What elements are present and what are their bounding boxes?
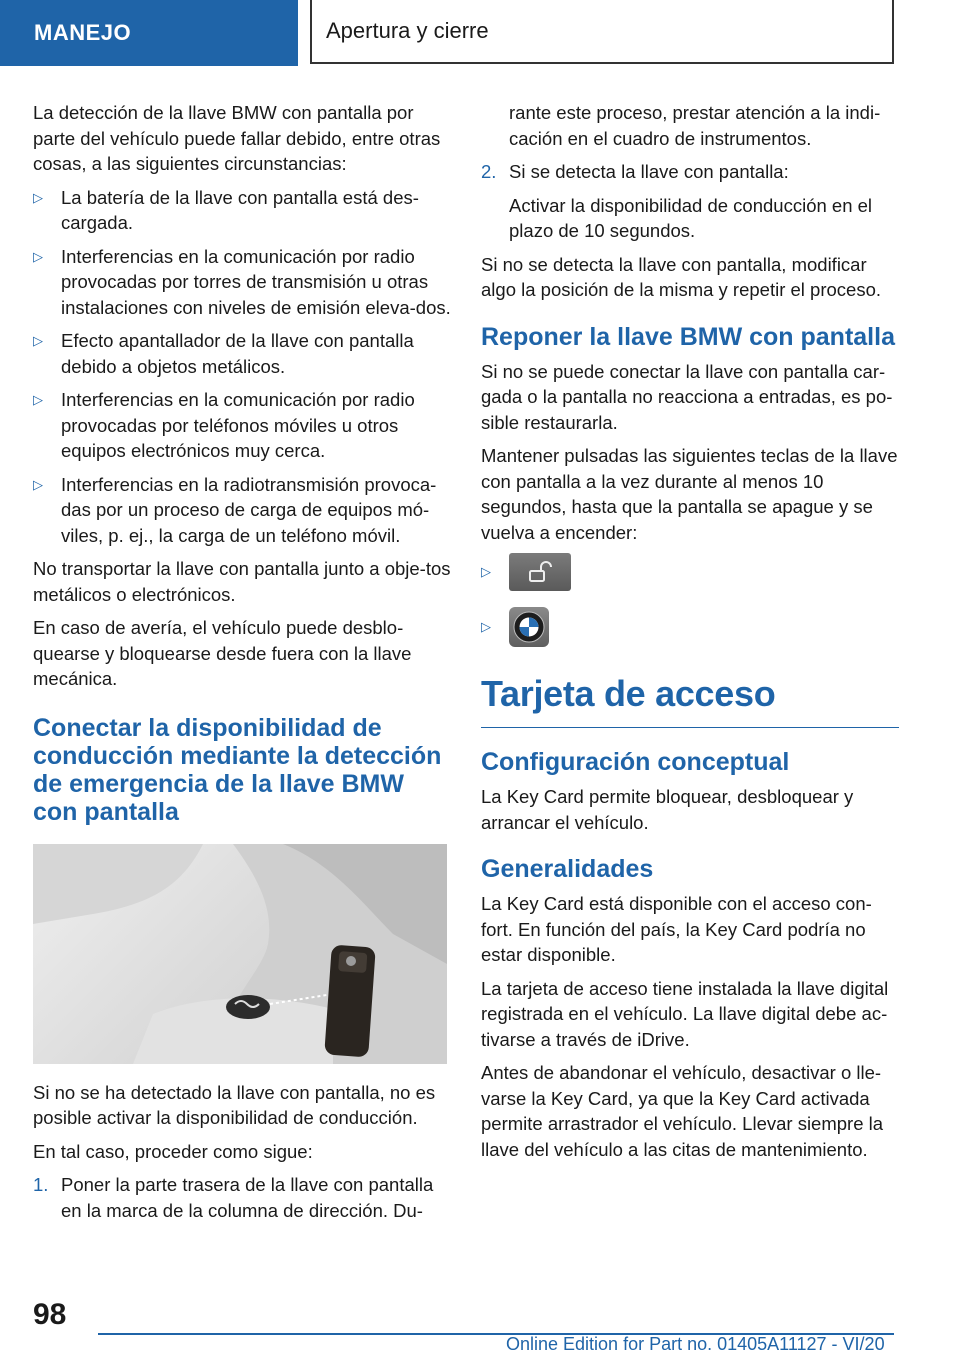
section-heading: Configuración conceptual <box>481 748 790 776</box>
chapter-title-bar <box>310 0 894 64</box>
step-continuation: rante este proceso, prestar atención a la indi-cación en el cuadro de instrumentos. <box>509 102 881 149</box>
triangle-right-icon: ▷ <box>33 333 43 348</box>
paragraph: La Key Card está disponible con el acceso con-fort. En función del país, la Key Card podría no estar disponible. <box>481 893 872 965</box>
steering-column-illustration <box>33 844 447 1064</box>
chapter-heading: Tarjeta de acceso <box>481 673 899 728</box>
intro-paragraph: La detección de la llave BMW con pantalla por parte del vehículo puede fallar debido, entre otras cosas, a las siguientes circunstancias: <box>33 102 441 174</box>
triangle-right-icon: ▷ <box>481 619 491 634</box>
paragraph: No transportar la llave con pantalla junto a obje-tos metálicos o electrónicos. <box>33 558 451 605</box>
paragraph: Mantener pulsadas las siguientes teclas de la llave con pantalla a la vez durante al menos 10 segundos, hasta que la pantalla se apague y se vuelva a encender: <box>481 445 898 543</box>
list-item: ▷ Interferencias en la radiotransmisión provoca-das por un proceso de carga de equipos mó-viles, p. ej., la carga de un teléfono móvil. <box>33 472 453 549</box>
section-tab <box>0 0 298 66</box>
section-heading: Generalidades <box>481 855 654 883</box>
triangle-right-icon: ▷ <box>33 392 43 407</box>
section-heading: Reponer la llave BMW con pantalla <box>481 322 895 351</box>
step-number: 1. <box>33 1174 49 1195</box>
bmw-logo-icon <box>509 607 549 647</box>
paragraph: Si no se detecta la llave con pantalla, modificar algo la posición de la misma y repetir el proceso. <box>481 253 881 300</box>
steering-column-key-photo <box>33 844 447 1064</box>
triangle-right-icon: ▷ <box>33 189 43 205</box>
step-text: Poner la parte trasera de la llave con pantalla en la marca de la columna de dirección. Du- <box>61 1174 434 1221</box>
paragraph: La Key Card permite bloquear, desbloquear y arrancar el vehículo. <box>481 786 854 833</box>
section-label: MANEJO <box>34 20 132 45</box>
list-item: ▷ Efecto apantallador de la llave con pantalla debido a objetos metálicos. <box>33 328 453 379</box>
step-number: 2. <box>481 161 497 182</box>
triangle-right-icon: ▷ <box>33 248 43 264</box>
unlock-icon <box>509 553 571 591</box>
key-button-item <box>481 607 899 647</box>
page-number: 98 <box>33 1298 67 1331</box>
paragraph: En caso de avería, el vehículo puede desblo-quearse y bloquearse desde fuera con la llave mecánica. <box>33 617 412 689</box>
step-text: Si se detecta la llave con pantalla: <box>509 161 789 182</box>
left-column <box>33 100 453 1231</box>
list-item: ▷ Interferencias en la comunicación por radio provocadas por torres de transmisión u otras instalaciones con niveles de emisión eleva-dos. <box>33 244 453 321</box>
step-item <box>33 1172 453 1223</box>
right-column <box>481 100 899 1170</box>
key-button-item <box>481 553 899 591</box>
triangle-right-icon: ▷ <box>481 564 491 579</box>
chapter-title: Apertura y cierre <box>326 18 489 43</box>
paragraph: Si no se ha detectado la llave con pantalla, no es posible activar la disponibilidad de conducción. <box>33 1081 436 1128</box>
step-subtext: Activar la disponibilidad de conducción en el plazo de 10 segundos. <box>509 194 873 241</box>
section-heading: Conectar la disponibilidad de conducción mediante la detección de emergencia de la llave BMW con pantalla <box>33 713 442 826</box>
step-item <box>481 159 899 185</box>
paragraph: Antes de abandonar el vehículo, desactivar o lle-varse la Key Card, ya que la Key Card activada permite arrastrador el vehículo. Llevar siempre la llave del vehículo a las citas de mantenimiento. <box>481 1062 884 1160</box>
triangle-right-icon: ▷ <box>33 476 43 492</box>
paragraph: La tarjeta de acceso tiene instalada la llave digital registrada en el vehículo. La llave digital debe ac-tivarse a través de iDrive. <box>481 977 889 1050</box>
edition-note: Online Edition for Part no. 01405A11127 - VI/20 <box>506 1334 885 1354</box>
list-item: ▷ Interferencias en la comunicación por radio provocadas por teléfonos móviles u otros equipos electrónicos muy cerca. <box>33 387 453 464</box>
paragraph: En tal caso, proceder como sigue: <box>33 1140 313 1162</box>
paragraph: Si no se puede conectar la llave con pantalla car-gada o la pantalla no reacciona a entradas, es po-sible restaurarla. <box>481 360 893 433</box>
list-item: ▷ La batería de la llave con pantalla está des-cargada. <box>33 185 453 236</box>
